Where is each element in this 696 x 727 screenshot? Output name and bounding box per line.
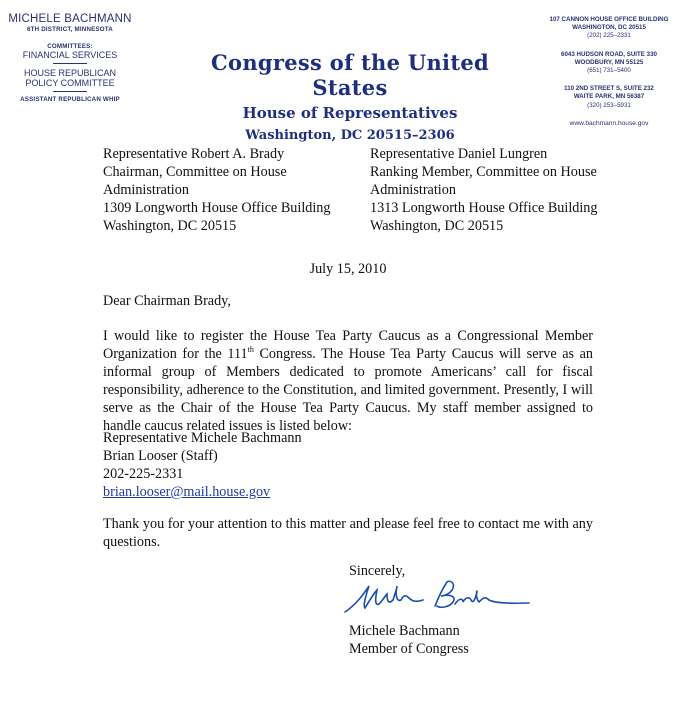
recipient-title-cont: Administration	[103, 182, 189, 198]
recipient-left	[103, 145, 353, 235]
recipient-address: 1309 Longworth House Office Building	[103, 200, 331, 216]
letterhead-member-block	[0, 13, 140, 103]
paragraph-text: Congress. The House Tea Party Caucus will serve as an informal group of Members dedicated to promote Americans’ call for fiscal responsibility, adherence to the Constitution, and limited government. Presently, I will serve as the Chair of the House Tea Party Caucus. My staff member assigned to handle caucus related issues is listed below:	[103, 346, 593, 434]
contact-block	[103, 429, 302, 501]
letter-date: July 15, 2010	[309, 261, 387, 277]
salutation: Dear Chairman Brady,	[103, 293, 231, 309]
office-city-line: WAITE PARK, MN 56387	[573, 93, 645, 101]
signer-block	[349, 622, 469, 658]
signature	[343, 578, 533, 620]
office-address-line: 107 CANNON HOUSE OFFICE BUILDING	[549, 16, 669, 23]
office-address-line: 6043 HUDSON ROAD, SUITE 330	[561, 50, 657, 58]
recipient-city: Washington, DC 20515	[370, 218, 504, 234]
closing: Sincerely,	[349, 563, 406, 579]
divider	[53, 63, 87, 64]
recipient-name: Representative Robert A. Brady	[103, 146, 285, 162]
recipient-address: 1313 Longworth House Office Building	[370, 200, 598, 216]
office-phone: (320) 253–5931	[587, 101, 631, 109]
office-city-line: WASHINGTON, DC 20515	[572, 24, 646, 32]
signature-first-name	[345, 586, 423, 612]
letterhead-title: Congress of the United States	[211, 50, 489, 100]
contact-email-link[interactable]: brian.looser@mail.house.gov	[103, 484, 271, 500]
member-name: MICHELE BACHMANN	[8, 13, 132, 25]
recipient-city: Washington, DC 20515	[103, 218, 237, 234]
committee-policy-line1: HOUSE REPUBLICAN	[23, 68, 117, 78]
letterhead-subtitle: House of Representatives	[242, 104, 458, 122]
signer-name: Michele Bachmann	[349, 623, 460, 639]
recipient-name: Representative Daniel Lungren	[370, 146, 548, 162]
body-paragraph-1	[103, 327, 593, 435]
body-paragraph-2: Thank you for your attention to this matter and please feel free to contact me with any questions.	[103, 516, 593, 550]
contact-staff: Brian Looser (Staff)	[103, 448, 218, 464]
committee-policy-line2: POLICY COMMITTEE	[25, 78, 115, 88]
office-address-line: 110 2ND STREET S, SUITE 232	[564, 85, 654, 93]
recipient-title: Ranking Member, Committee on House	[370, 164, 597, 180]
committee-financial-services: FINANCIAL SERVICES	[22, 50, 118, 60]
website: www.bachmann.house.gov	[569, 119, 649, 127]
divider	[53, 91, 87, 92]
office-waite-park	[534, 85, 684, 110]
committees-label: COMMITTEES:	[47, 43, 93, 50]
member-district: 6TH DISTRICT, MINNESOTA	[27, 26, 113, 33]
ordinal-suffix: th	[247, 345, 254, 354]
signer-title: Member of Congress	[349, 641, 469, 657]
paragraph-text: I would like to register the House Tea Party Caucus as a Congressional Member Organization for the 111	[103, 328, 593, 362]
office-phone: (651) 731–5400	[587, 67, 631, 75]
office-dc	[534, 16, 684, 41]
recipient-title: Chairman, Committee on House	[103, 164, 287, 180]
contact-phone: 202-225-2331	[103, 466, 184, 482]
office-phone: (202) 225–2331	[587, 32, 631, 40]
letterhead-offices-block	[534, 16, 684, 128]
recipient-right	[370, 145, 620, 235]
office-city-line: WOODBURY, MN 55125	[574, 58, 644, 66]
letterhead-title-block	[190, 50, 510, 143]
recipient-title-cont: Administration	[370, 182, 456, 198]
member-role: ASSISTANT REPUBLICAN WHIP	[20, 96, 120, 103]
signature-last-name	[435, 581, 529, 607]
office-woodbury	[534, 51, 684, 76]
contact-member: Representative Michele Bachmann	[103, 430, 302, 446]
letterhead-city: Washington, DC 20515–2306	[245, 128, 455, 143]
